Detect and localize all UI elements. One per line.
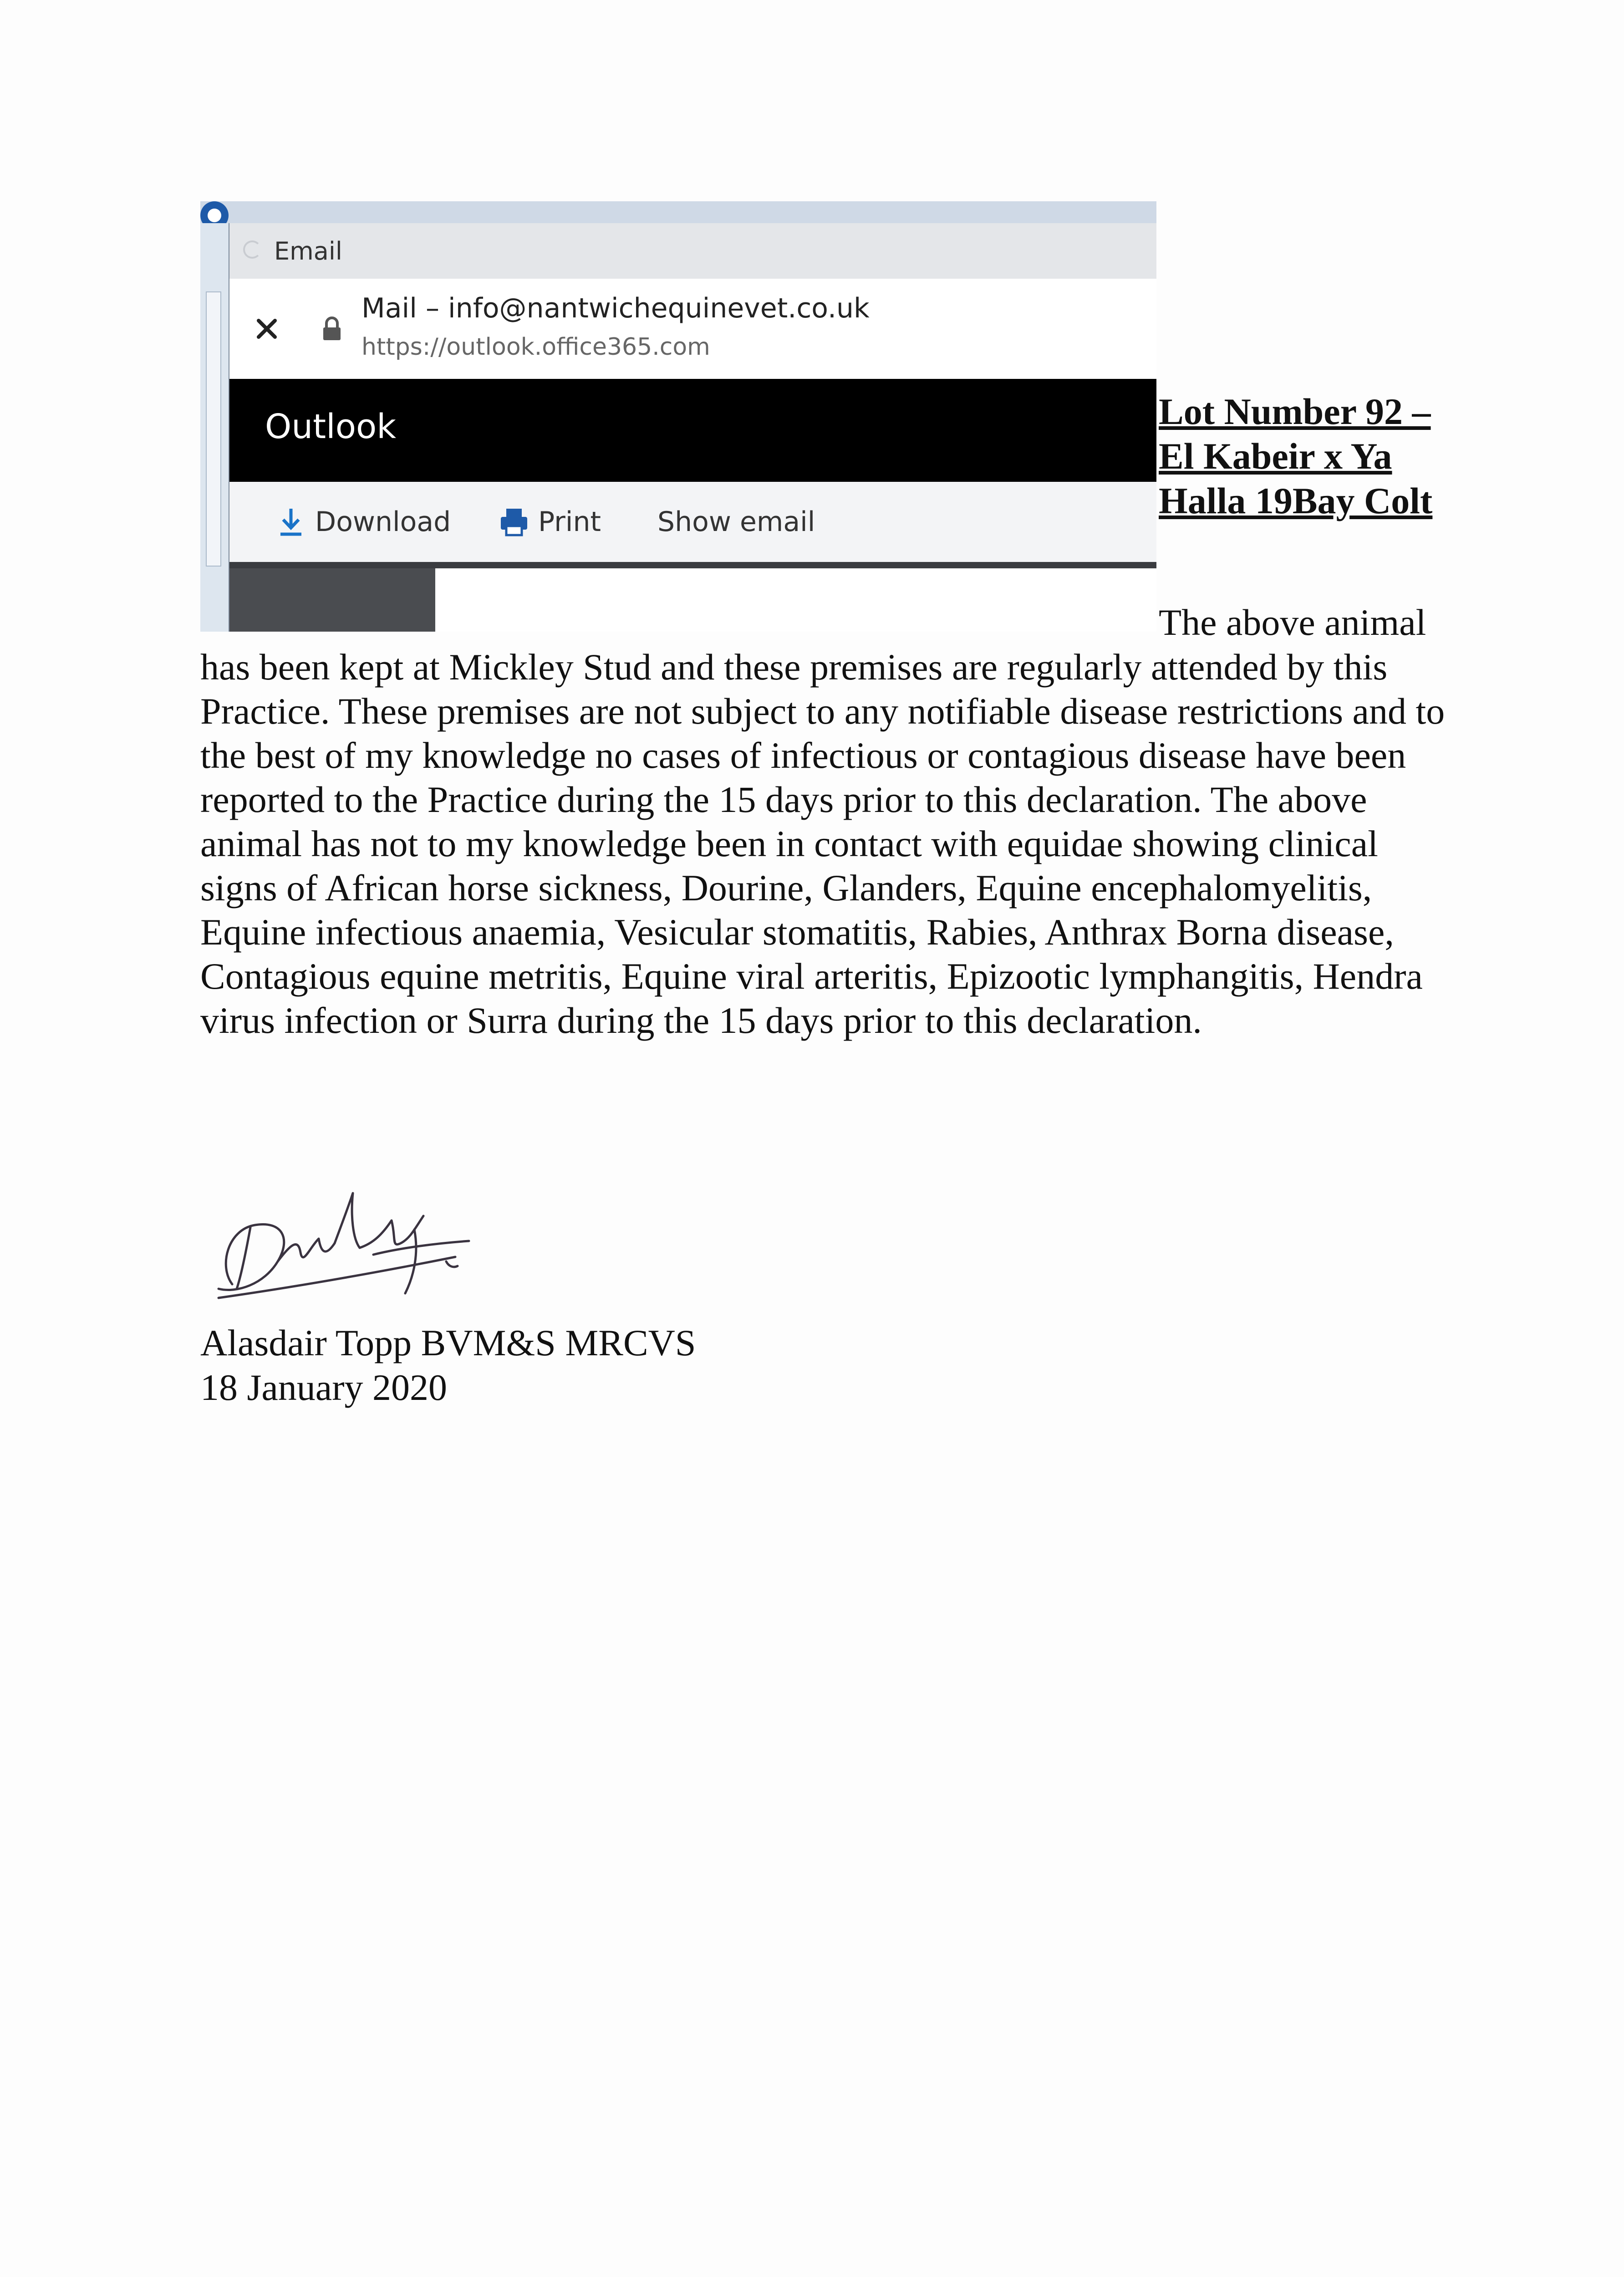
email-popup-window — [229, 223, 1156, 632]
lock-icon — [321, 315, 343, 342]
popup-titlebar — [229, 223, 1156, 279]
email-toolbar — [229, 482, 1156, 568]
declaration-intro: The above animal — [1159, 602, 1426, 643]
outlook-app-name: Outlook — [265, 407, 397, 446]
declaration-body: has been kept at Mickley Stud and these premises are regularly attended by this Practice. These premises are not subject to any notifiable disease restrictions and to the best of my knowledge no cases of infectious or contagious disease have been reported to the Practice during the 15 days prior to this declaration. The above animal has not to my knowledge been in contact with equidae showing clinical signs of African horse sickness, Dourine, Glanders, Equine encephalomyelitis, Equine infectious anaemia, Vesicular stomatitis, Rabies, Anthrax Borna disease, Contagious equine metritis, Equine viral arteritis, Epizootic lymphangitis, Hendra virus infection or Surra during the 15 days prior to this declaration. — [200, 646, 1445, 1041]
printer-icon — [498, 506, 530, 538]
background-window-titlebar — [200, 201, 1156, 223]
download-icon — [275, 506, 307, 538]
handwritten-signature — [200, 1175, 492, 1325]
declaration-date: 18 January 2020 — [200, 1367, 448, 1408]
print-label: Print — [538, 506, 601, 538]
download-button[interactable] — [275, 504, 451, 540]
page-url: https://outlook.office365.com — [361, 333, 710, 361]
popup-title: Email — [274, 237, 342, 265]
lot-heading: Lot Number 92 – El Kabeir x Ya Halla 19Bay Colt — [1159, 391, 1433, 521]
show-email-label: Show email — [657, 506, 815, 538]
page-title: Mail – info@nantwichequinevet.co.uk — [361, 292, 870, 324]
dark-panel — [229, 568, 435, 632]
address-bar — [229, 279, 1156, 379]
background-window-edge — [200, 223, 229, 632]
background-panel — [206, 291, 221, 567]
print-button[interactable] — [498, 504, 601, 540]
download-label: Download — [315, 506, 451, 538]
outlook-screenshot — [200, 201, 1156, 632]
signatory-name: Alasdair Topp BVM&S MRCVS — [200, 1322, 696, 1363]
outlook-header — [229, 379, 1156, 482]
close-icon[interactable] — [253, 315, 280, 342]
loading-spinner-icon — [243, 240, 261, 259]
show-email-button[interactable] — [657, 504, 815, 540]
